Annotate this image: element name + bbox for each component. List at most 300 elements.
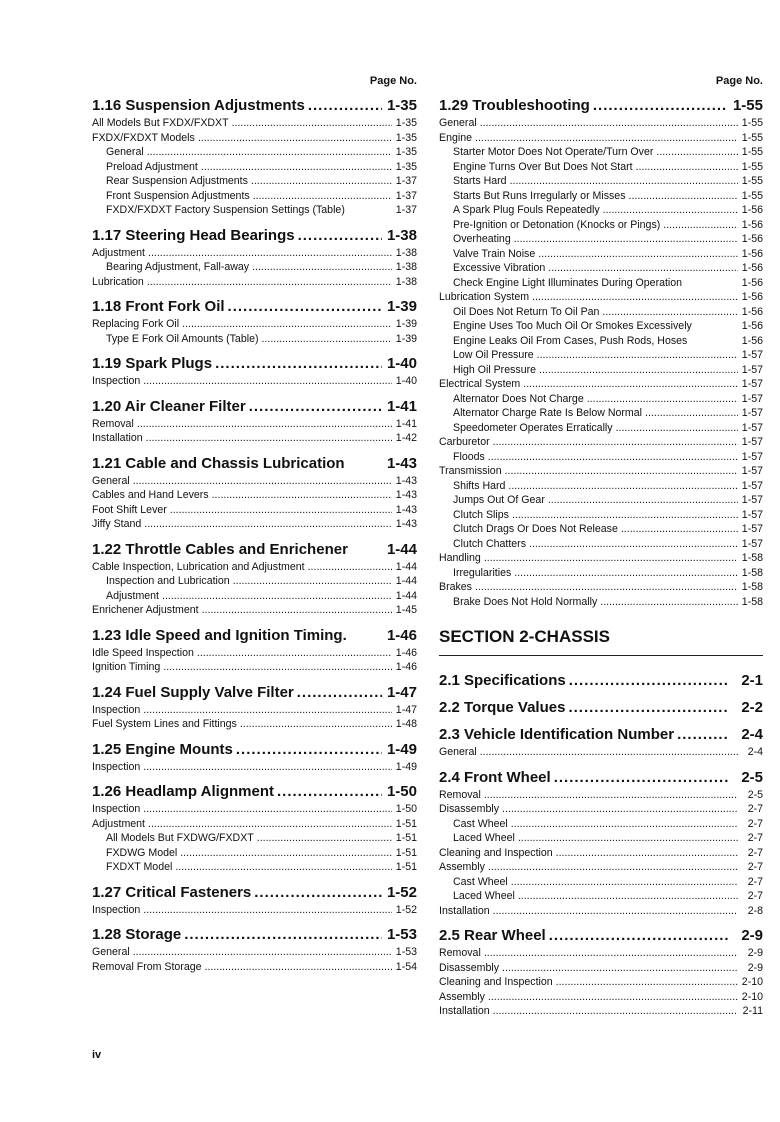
dot-leader: [143, 903, 392, 918]
toc-section-entry: [92, 298, 417, 316]
toc-entry-label: Adjustment: [92, 246, 145, 259]
toc-entry-label: A Spark Plug Fouls Repeatedly: [453, 204, 600, 216]
toc-entry-page: 1-38: [395, 261, 417, 273]
toc-entry-label: Removal From Storage: [92, 960, 202, 973]
dot-leader: [198, 131, 392, 146]
toc-entry-page: 1-57: [741, 378, 763, 390]
toc-right-entries: [439, 97, 763, 1019]
toc-entry: [439, 392, 763, 407]
dot-leader: [621, 522, 738, 537]
dot-leader: [548, 261, 738, 276]
toc-entry: [439, 904, 763, 919]
toc-entry-label: All Models But FXDWG/FXDXT: [106, 832, 254, 844]
toc-entry-label: 2.3 Vehicle Identification Number: [439, 726, 675, 743]
toc-entry-label: Inspection: [92, 375, 141, 387]
toc-section-entry: [92, 741, 417, 759]
dot-leader: [236, 741, 382, 759]
toc-entry: [439, 334, 763, 349]
dot-leader: [133, 945, 392, 960]
toc-entry-page: 2-7: [747, 890, 763, 902]
dot-leader: [554, 769, 728, 787]
toc-entry-label: Adjustment: [92, 817, 145, 830]
toc-entry-label: Pre-Ignition or Detonation (Knocks or Pings): [453, 218, 661, 231]
dot-leader: [616, 421, 738, 436]
toc-entry: [439, 276, 763, 291]
toc-entry: [439, 1004, 763, 1019]
toc-entry-page: 1-35: [395, 160, 417, 173]
toc-entry-label: 1.18 Front Fork Oil: [92, 298, 225, 315]
toc-section-entry: [439, 699, 763, 717]
toc-entry-page: 1-35: [386, 97, 417, 114]
dot-leader: [170, 503, 392, 518]
toc-entry-label: Inspection: [92, 903, 141, 916]
dot-leader: [298, 227, 382, 245]
dot-leader: [197, 646, 392, 661]
toc-entry-label: Removal: [439, 947, 481, 959]
toc-entry-page: 1-45: [395, 604, 417, 616]
dot-leader: [262, 332, 393, 347]
toc-entry-label: 1.16 Suspension Adjustments: [92, 97, 305, 114]
toc-entry-page: 1-50: [395, 803, 417, 815]
dot-leader: [147, 275, 392, 290]
dot-leader: [518, 889, 738, 904]
dot-leader: [488, 860, 738, 875]
toc-entry-page: 1-39: [395, 318, 417, 330]
toc-entry: [439, 745, 763, 760]
dot-leader: [308, 97, 382, 115]
toc-entry-page: 1-57: [741, 479, 763, 492]
toc-entry-label: 1.28 Storage: [92, 926, 182, 943]
toc-entry-label: Bearing Adjustment, Fall-away: [106, 261, 250, 273]
page-folio: iv: [92, 1049, 102, 1061]
toc-entry-page: 2-7: [747, 817, 763, 830]
dot-leader: [556, 975, 738, 990]
dot-leader: [143, 802, 392, 817]
toc-entry-label: Replacing Fork Oil: [92, 318, 180, 330]
dot-leader: [569, 672, 728, 690]
toc-entry-page: 1-57: [741, 349, 763, 361]
dot-leader: [593, 97, 728, 115]
dot-leader: [656, 145, 738, 160]
toc-entry-label: 1.20 Air Cleaner Filter: [92, 397, 246, 415]
toc-entry-label: Installation: [92, 432, 143, 444]
dot-leader: [240, 717, 392, 732]
toc-entry: [92, 817, 417, 832]
toc-section-entry: [92, 627, 417, 645]
toc-entry-page: 1-43: [395, 489, 417, 501]
toc-entry-label: General: [106, 146, 144, 158]
toc-entry-page: 1-56: [741, 320, 763, 332]
toc-entry-page: 1-35: [395, 131, 417, 144]
toc-entry: [92, 116, 417, 131]
toc-entry: [439, 566, 763, 581]
toc-entry-page: 2-2: [741, 699, 763, 716]
toc-entry-page: 1-47: [395, 703, 417, 716]
toc-entry-label: Engine Uses Too Much Oil Or Smokes Excessively: [453, 320, 692, 332]
dot-leader: [144, 517, 392, 532]
toc-entry-page: 2-9: [741, 927, 763, 944]
toc-entry-label: Installation: [439, 1005, 490, 1017]
toc-entry: [439, 203, 763, 218]
toc-entry: [92, 145, 417, 160]
toc-entry-label: Starts Hard: [453, 175, 507, 187]
dot-leader: [514, 232, 738, 247]
toc-entry-label: Disassembly: [439, 803, 500, 815]
toc-section-entry: [92, 355, 417, 373]
toc-entry: [439, 831, 763, 846]
toc-entry-label: Cast Wheel: [453, 817, 508, 830]
toc-entry-page: 1-57: [741, 494, 763, 506]
toc-section-entry: [92, 926, 417, 944]
toc-entry-page: 2-7: [747, 861, 763, 873]
dot-leader: [488, 990, 738, 1005]
dot-leader: [663, 218, 738, 233]
toc-entry: [439, 946, 763, 961]
toc-entry: [439, 479, 763, 494]
toc-entry-page: 1-44: [395, 560, 417, 573]
toc-entry-label: Clutch Chatters: [453, 537, 527, 550]
dot-leader: [148, 246, 392, 261]
dot-leader: [493, 904, 738, 919]
toc-entry-label: Rear Suspension Adjustments: [106, 175, 248, 187]
page-no-header-right: Page No.: [715, 75, 763, 87]
toc-entry: [439, 174, 763, 189]
toc-entry: [439, 363, 763, 378]
toc-entry-page: 1-51: [395, 861, 417, 873]
dot-leader: [538, 247, 738, 262]
toc-entry-page: 1-57: [741, 436, 763, 448]
toc-entry: [92, 174, 417, 189]
toc-entry-page: 1-56: [741, 218, 763, 231]
toc-entry-page: 1-44: [395, 589, 417, 602]
toc-entry-page: 1-37: [395, 204, 417, 216]
dot-leader: [148, 817, 392, 832]
toc-entry-label: Electrical System: [439, 378, 521, 390]
toc-entry: [439, 218, 763, 233]
dot-leader: [603, 203, 738, 218]
dot-leader: [502, 961, 738, 976]
toc-entry-label: Cleaning and Inspection: [439, 846, 553, 859]
toc-entry-label: 2.1 Specifications: [439, 672, 566, 689]
toc-entry-page: 1-55: [732, 97, 763, 114]
toc-entry-label: Jumps Out Of Gear: [453, 494, 545, 506]
toc-entry-page: 1-38: [395, 246, 417, 259]
dot-leader: [175, 860, 392, 875]
dot-leader: [600, 595, 738, 610]
dot-leader: [587, 392, 738, 407]
dot-leader: [493, 435, 738, 450]
dot-leader: [493, 1004, 738, 1019]
toc-entry: [439, 421, 763, 436]
toc-entry-page: 1-50: [386, 783, 417, 800]
toc-entry-label: Type E Fork Oil Amounts (Table): [106, 332, 259, 345]
toc-section-entry: [92, 97, 417, 115]
toc-entry-page: 1-56: [741, 291, 763, 303]
dot-leader: [133, 474, 392, 489]
dot-leader: [180, 846, 392, 861]
dot-leader: [502, 802, 738, 817]
toc-entry: [92, 760, 417, 775]
toc-entry-page: 1-57: [741, 392, 763, 405]
toc-entry-label: Removal: [439, 788, 481, 801]
toc-entry-label: General: [439, 117, 477, 129]
toc-entry-page: 2-1: [741, 672, 763, 689]
toc-entry-page: 1-43: [386, 454, 417, 472]
toc-entry-page: 2-9: [747, 961, 763, 974]
toc-entry: [439, 464, 763, 479]
toc-entry-page: 1-53: [386, 926, 417, 943]
toc-entry-label: Overheating: [453, 233, 511, 245]
dot-leader: [556, 846, 738, 861]
toc-entry: [439, 508, 763, 523]
toc-entry: [439, 435, 763, 450]
toc-entry: [92, 903, 417, 918]
toc-entry-page: 1-38: [386, 226, 417, 244]
dot-leader: [228, 298, 382, 316]
dot-leader: [163, 660, 392, 675]
toc-entry-label: 1.17 Steering Head Bearings: [92, 226, 295, 244]
toc-section-entry: [92, 783, 417, 801]
dot-leader: [205, 960, 392, 975]
toc-entry-page: 2-4: [741, 726, 763, 743]
toc-entry-page: 1-56: [741, 247, 763, 260]
toc-entry-label: FXDWG Model: [106, 846, 178, 859]
toc-entry: [92, 517, 417, 532]
toc-entry-label: 1.25 Engine Mounts: [92, 740, 233, 758]
toc-entry-page: 1-53: [395, 946, 417, 958]
toc-entry-page: 1-46: [395, 661, 417, 673]
toc-entry-label: Assembly: [439, 861, 485, 873]
toc-entry-label: 2.2 Torque Values: [439, 699, 566, 716]
toc-entry-label: Cable Inspection, Lubrication and Adjustment: [92, 560, 305, 573]
toc-entry-page: 1-40: [395, 375, 417, 387]
toc-entry: [92, 660, 417, 675]
toc-section-entry: [92, 455, 417, 473]
toc-entry-page: 1-57: [741, 508, 763, 521]
toc-entry: [92, 802, 417, 817]
dot-leader: [254, 884, 382, 902]
toc-entry-label: Fuel System Lines and Fittings: [92, 718, 237, 730]
toc-entry-label: 1.21 Cable and Chassis Lubrication: [92, 454, 345, 472]
section-title: SECTION 2-CHASSIS: [439, 627, 763, 656]
toc-entry-label: Check Engine Light Illuminates During Operation: [453, 276, 683, 289]
toc-entry-label: Front Suspension Adjustments: [106, 189, 250, 202]
toc-entry-page: 1-55: [741, 160, 763, 173]
dot-leader: [539, 363, 738, 378]
dot-leader: [201, 160, 392, 175]
toc-entry-page: 1-57: [741, 523, 763, 535]
toc-entry-page: 2-8: [747, 904, 763, 917]
toc-entry-page: 1-51: [395, 846, 417, 859]
toc-entry-label: Carburetor: [439, 436, 490, 448]
toc-entry: [92, 860, 417, 875]
toc-entry: [439, 232, 763, 247]
toc-entry-label: FXDXT Model: [106, 861, 173, 873]
dot-leader: [257, 831, 392, 846]
toc-entry-page: 1-39: [395, 332, 417, 345]
toc-entry-label: Installation: [439, 904, 490, 917]
dot-leader: [514, 566, 738, 581]
toc-entry: [439, 551, 763, 566]
toc-entry: [439, 802, 763, 817]
dot-leader: [249, 398, 382, 416]
toc-entry-page: 1-51: [395, 817, 417, 830]
toc-entry-label: Idle Speed Inspection: [92, 646, 194, 659]
dot-leader: [215, 355, 382, 373]
toc-entry-page: 1-44: [386, 540, 417, 558]
dot-leader: [233, 574, 392, 589]
toc-entry: [92, 717, 417, 732]
toc-entry-label: Adjustment: [106, 589, 159, 602]
toc-entry-label: Cast Wheel: [453, 875, 508, 888]
toc-entry: [439, 860, 763, 875]
dot-leader: [251, 174, 392, 189]
toc-entry: [92, 488, 417, 503]
toc-entry-page: 1-56: [741, 276, 763, 289]
toc-entry-label: Shifts Hard: [453, 479, 506, 492]
toc-entry: [439, 846, 763, 861]
toc-entry-label: Speedometer Operates Erratically: [453, 421, 613, 434]
toc-entry: [92, 589, 417, 604]
dot-leader: [512, 508, 738, 523]
toc-entry-label: Engine: [439, 131, 472, 144]
toc-entry-page: 1-48: [395, 718, 417, 730]
toc-entry-label: Alternator Charge Rate Is Below Normal: [453, 407, 643, 419]
toc-entry-label: General: [439, 746, 477, 758]
toc-entry: [439, 116, 763, 131]
toc-entry-label: 2.5 Rear Wheel: [439, 927, 546, 944]
dot-leader: [568, 699, 728, 717]
toc-entry-page: 1-56: [741, 334, 763, 347]
toc-entry: [92, 474, 417, 489]
toc-entry-label: 1.26 Headlamp Alignment: [92, 783, 274, 800]
toc-entry-page: 1-43: [395, 474, 417, 487]
toc-entry: [439, 975, 763, 990]
toc-entry-label: All Models But FXDX/FXDXT: [92, 117, 229, 129]
dot-leader: [480, 745, 738, 760]
toc-entry: [92, 275, 417, 290]
toc-entry: [439, 348, 763, 363]
dot-leader: [184, 926, 382, 944]
toc-entry: [439, 889, 763, 904]
toc-entry: [92, 831, 417, 846]
toc-entry: [92, 945, 417, 960]
toc-entry: [439, 131, 763, 146]
toc-entry-page: 1-51: [395, 832, 417, 844]
toc-entry-page: 1-46: [386, 626, 417, 644]
dot-leader: [277, 783, 382, 801]
dot-leader: [146, 431, 392, 446]
toc-entry-label: 1.29 Troubleshooting: [439, 97, 590, 114]
toc-entry: [439, 990, 763, 1005]
dot-leader: [537, 348, 738, 363]
toc-entry-page: 1-54: [395, 960, 417, 973]
toc-entry: [439, 160, 763, 175]
toc-entry: [439, 788, 763, 803]
toc-entry-page: 1-56: [741, 262, 763, 274]
toc-entry-page: 1-43: [395, 503, 417, 516]
dot-leader: [147, 145, 392, 160]
dot-leader: [508, 479, 738, 494]
toc-entry-label: Foot Shift Lever: [92, 503, 167, 516]
toc-entry-page: 1-57: [741, 465, 763, 477]
toc-entry-label: General: [92, 474, 130, 487]
toc-entry-page: 1-37: [395, 189, 417, 202]
toc-entry-page: 1-57: [741, 450, 763, 463]
dot-leader: [484, 788, 738, 803]
toc-entry-page: 2-7: [747, 832, 763, 844]
dot-leader: [629, 189, 739, 204]
toc-entry-page: 1-49: [386, 740, 417, 758]
toc-entry-label: Low Oil Pressure: [453, 349, 534, 361]
dot-leader: [677, 726, 728, 744]
toc-entry: [439, 450, 763, 465]
toc-entry: [92, 846, 417, 861]
dot-leader: [253, 189, 392, 204]
toc-entry-label: 1.23 Idle Speed and Ignition Timing.: [92, 626, 347, 644]
toc-entry-label: Floods: [453, 450, 485, 463]
dot-leader: [308, 560, 392, 575]
toc-entry-page: 2-5: [747, 788, 763, 801]
toc-left-entries: [92, 97, 417, 974]
toc-entry: [439, 247, 763, 262]
toc-entry-label: Lubrication: [92, 275, 144, 288]
toc-section-entry: [92, 541, 417, 559]
dot-leader: [297, 684, 382, 702]
dot-leader: [532, 290, 738, 305]
toc-entry: [92, 317, 417, 332]
dot-leader: [202, 603, 392, 618]
toc-entry: [92, 160, 417, 175]
dot-leader: [232, 116, 392, 131]
toc-entry: [92, 260, 417, 275]
toc-entry-label: 1.22 Throttle Cables and Enrichener: [92, 540, 348, 558]
toc-entry-label: Clutch Drags Or Does Not Release: [453, 523, 618, 535]
toc-entry: [92, 646, 417, 661]
dot-leader: [645, 406, 738, 421]
toc-entry: [92, 603, 417, 618]
toc-entry-page: 1-41: [386, 397, 417, 415]
toc-entry-label: Jiffy Stand: [92, 518, 142, 530]
dot-leader: [480, 116, 738, 131]
toc-entry-page: 1-58: [741, 595, 763, 608]
toc-entry: [439, 305, 763, 320]
dot-leader: [518, 831, 738, 846]
toc-entry-page: 2-5: [741, 768, 763, 786]
toc-entry-page: 1-42: [395, 432, 417, 444]
toc-entry-page: 1-39: [386, 298, 417, 315]
toc-entry-page: 2-10: [741, 990, 763, 1003]
toc-entry-label: Brake Does Not Hold Normally: [453, 595, 598, 608]
toc-entry-page: 1-49: [395, 760, 417, 773]
toc-entry-page: 1-55: [741, 146, 763, 158]
dot-leader: [475, 580, 738, 595]
toc-section-entry: [439, 726, 763, 744]
toc-entry: [439, 493, 763, 508]
toc-section-entry: [92, 398, 417, 416]
toc-entry: [439, 522, 763, 537]
dot-leader: [162, 589, 392, 604]
toc-entry-label: Inspection: [92, 760, 141, 773]
toc-entry-page: 1-55: [741, 131, 763, 144]
toc-entry-label: FXDX/FXDXT Factory Suspension Settings (Table): [106, 204, 345, 216]
toc-entry: [439, 595, 763, 610]
toc-entry-page: 1-46: [395, 646, 417, 659]
toc-entry-label: Lubrication System: [439, 291, 530, 303]
dot-leader: [143, 703, 392, 718]
dot-leader: [484, 946, 738, 961]
toc-entry: [92, 189, 417, 204]
